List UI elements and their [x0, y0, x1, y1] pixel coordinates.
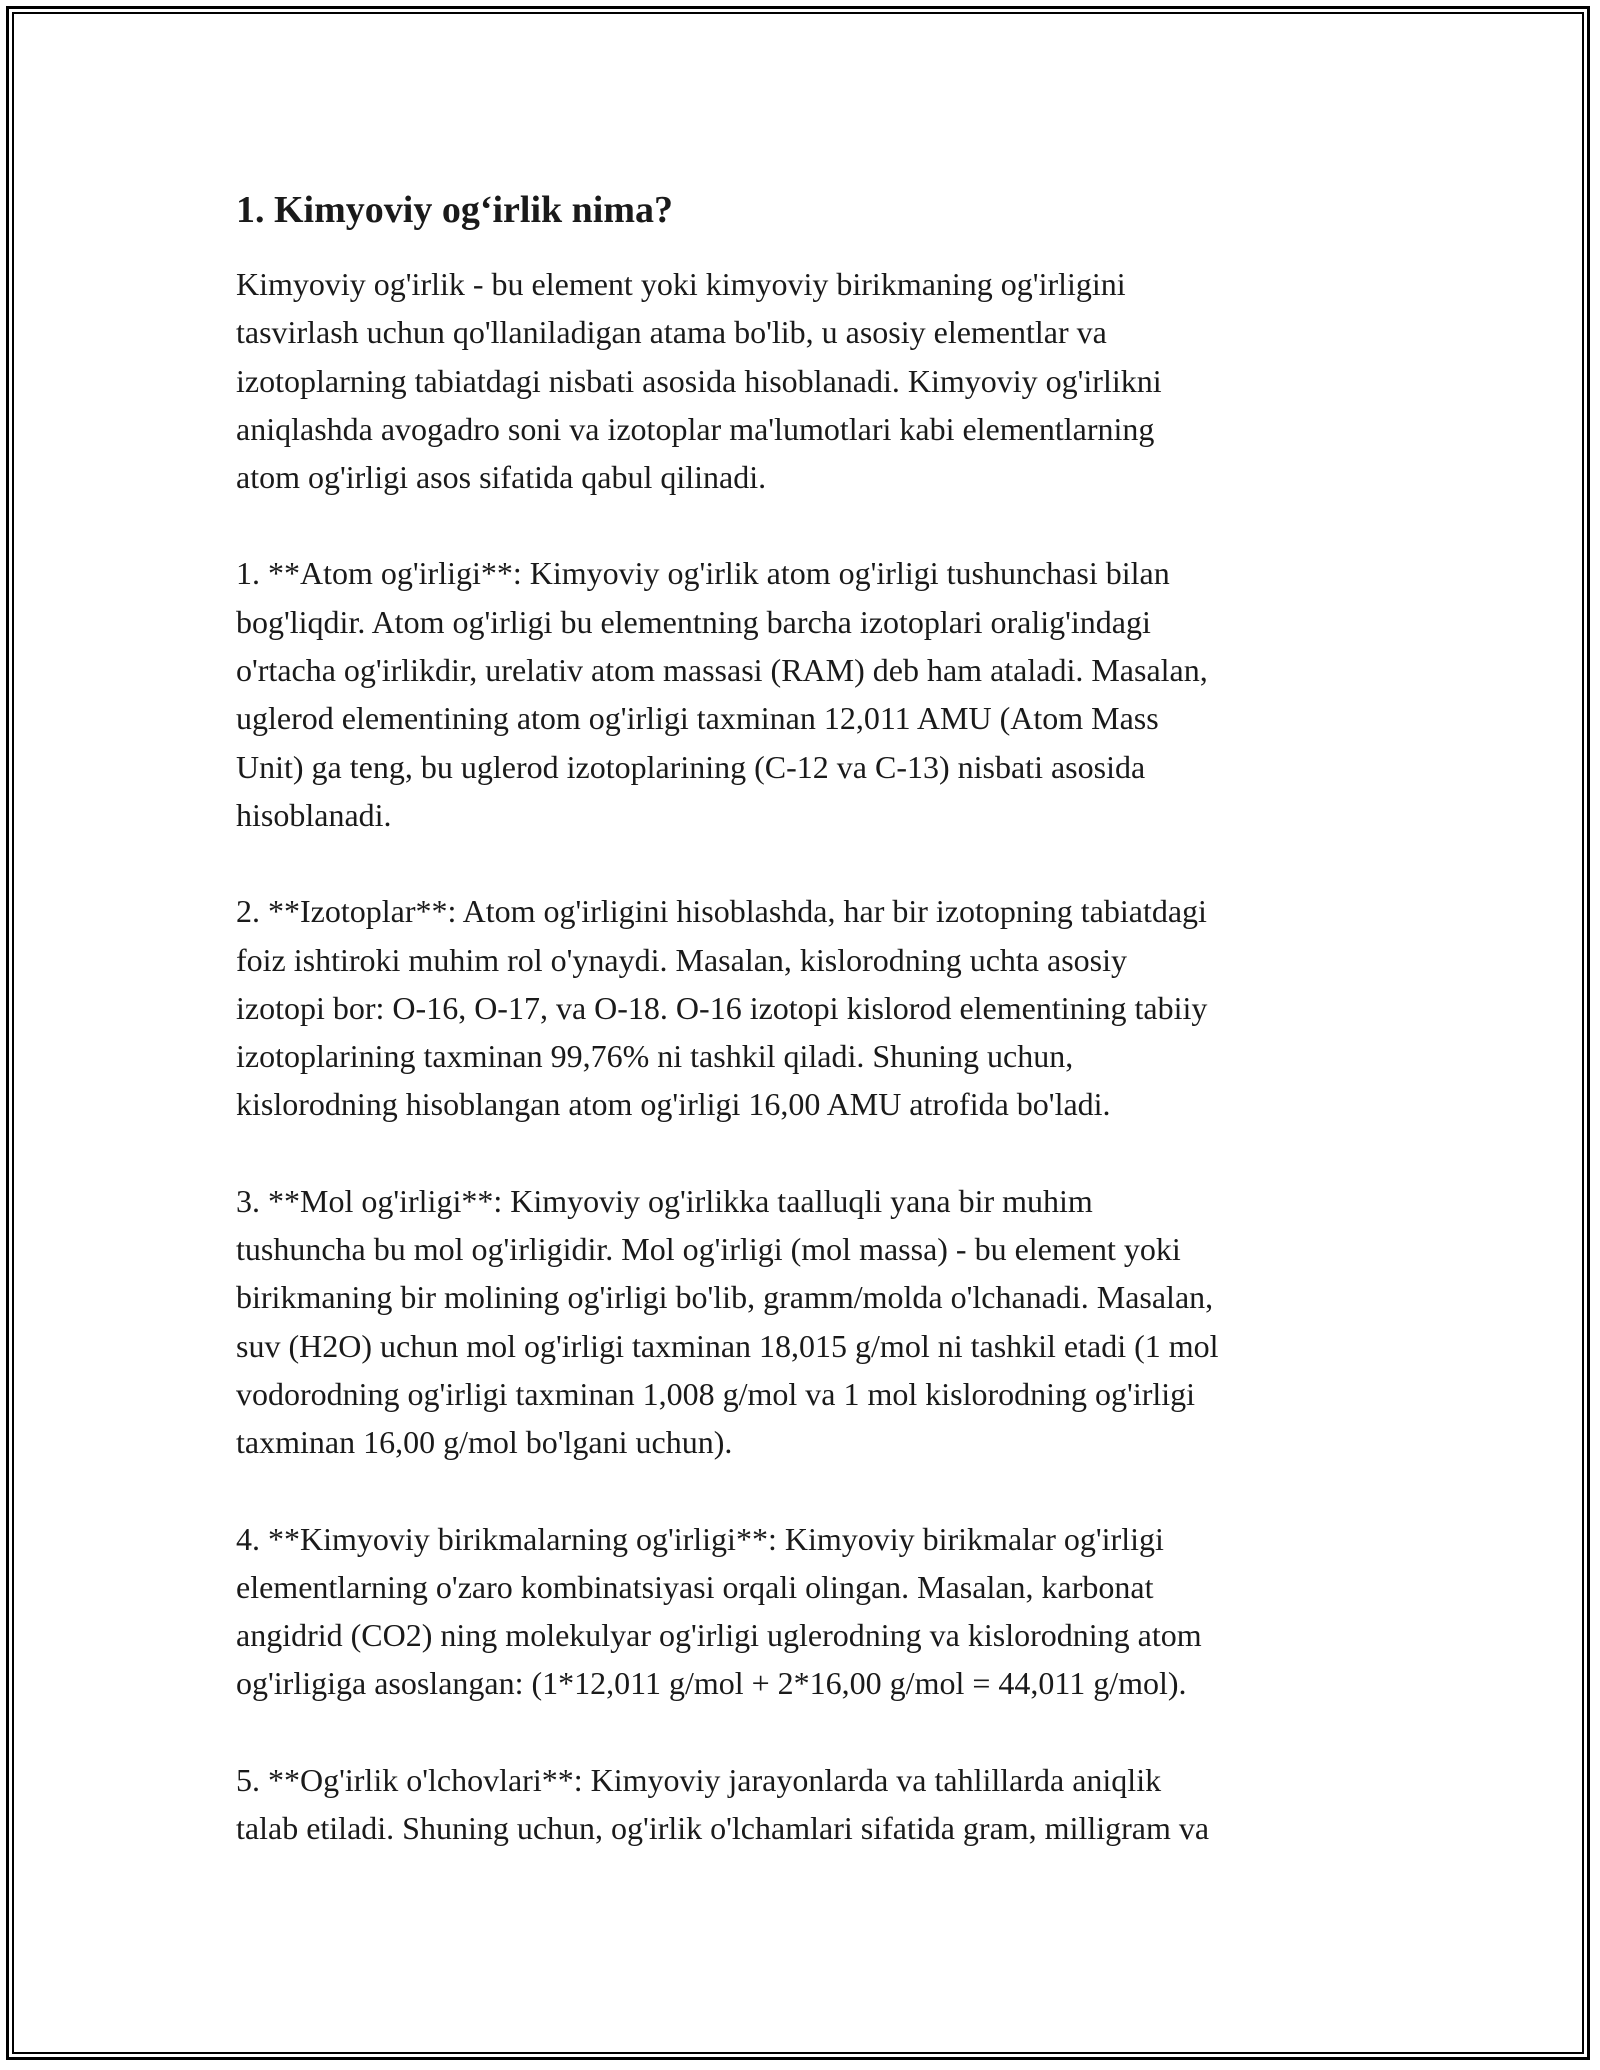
list-item-weight-measures: 5. **Og'irlik o'lchovlari**: Kimyoviy jarayonlarda va tahlillarda aniqlik talab etiladi. Shuning uchun, og'irlik o'lchamlari sifatida gram, milligram va [236, 1761, 1210, 1847]
intro-paragraph: Kimyoviy og'irlik - bu element yoki kimyoviy birikmaning og'irligini tasvirlash uchun qo'llaniladigan atama bo'lib, u asosiy elementlar va izotoplarning tabiatdagi nisbati asosida hisoblanadi. Kimyoviy og'irlikni aniqlashda avogadro soni va izotoplar ma'lumotlari kabi elementlarning atom og'irligi asos sifatida qabul qilinadi. [236, 266, 1162, 496]
list-item-isotopes: 2. **Izotoplar**: Atom og'irligini hisoblashda, har bir izotopning tabiatdagi foiz ishtiroki muhim rol o'ynaydi. Masalan, kislorodning uchta asosiy izotopi bor: O-16, O-17, va O-18. O-16 izotopi kislorod elementining tabiiy izotoplarining taxminan 99,76% ni tashkil qiladi. Shuning uchun, kislorodning hisoblangan atom og'irligi 16,00 AMU atrofida bo'ladi. [236, 893, 1208, 1123]
list-item-compound-weight: 4. **Kimyoviy birikmalarning og'irligi**: Kimyoviy birikmalar og'irligi elementlarning o'zaro kombinatsiyasi orqali olingan. Masalan, karbonat angidrid (CO2) ning molekulyar og'irligi uglerodning va kislorodning atom og'irligiga asoslangan: (1*12,011 g/mol + 2*16,00 g/mol = 44,011 g/mol). [236, 1520, 1202, 1702]
section-heading: 1. Kimyoviy og‘irlik nima? [236, 189, 673, 231]
list-item-atom-weight: 1. **Atom og'irligi**: Kimyoviy og'irlik atom og'irligi tushunchasi bilan bog'liqdir. Atom og'irligi bu elementning barcha izotoplari oralig'indagi o'rtacha og'irlikdir, urelativ atom massasi (RAM) deb ham ataladi. Masalan, uglerod elementining atom og'irligi taxminan 12,011 AMU (Atom Mass Unit) ga teng, bu uglerod izotoplarining (C-12 va C-13) nisbati asosida hisoblanadi. [236, 555, 1208, 833]
list-item-molar-weight: 3. **Mol og'irligi**: Kimyoviy og'irlikka taalluqli yana bir muhim tushuncha bu mol og'irligidir. Mol og'irligi (mol massa) - bu element yoki birikmaning bir molining og'irligi bo'lib, gramm/molda o'lchanadi. Masalan, suv (H2O) uchun mol og'irligi taxminan 18,015 g/mol ni tashkil etadi (1 mol vodorodning og'irligi taxminan 1,008 g/mol va 1 mol kislorodning og'irligi taxminan 16,00 g/mol bo'lgani uchun). [236, 1182, 1219, 1461]
document-body [236, 186, 1366, 1900]
